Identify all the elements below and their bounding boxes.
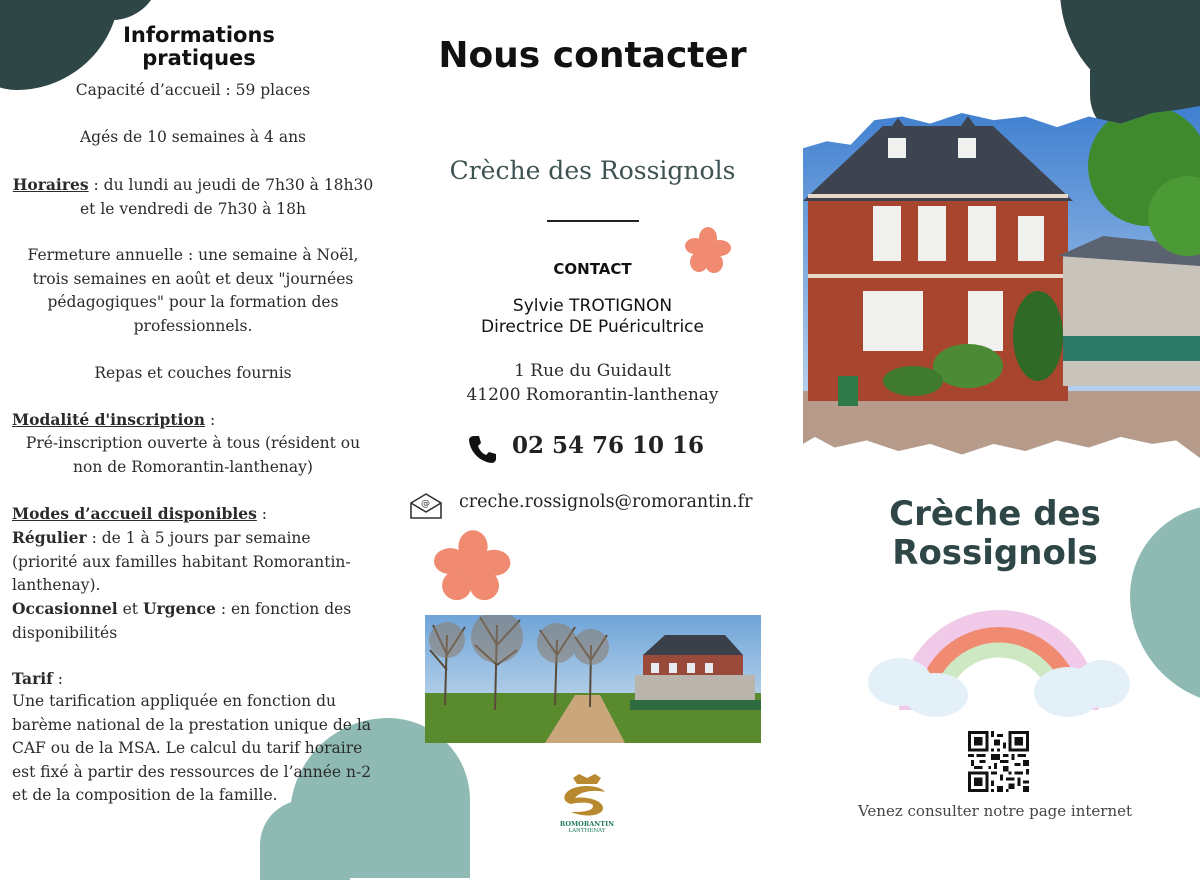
tarif-label: Tarif (12, 669, 53, 688)
creche-building-photo (803, 106, 1200, 458)
creche-title: Crèche des Rossignols (889, 494, 1101, 573)
divider (547, 220, 639, 222)
contact-title: Nous contacter (438, 35, 747, 76)
registration-label: Modalité d'inscription (12, 410, 206, 429)
ages-text: Agés de 10 semaines à 4 ans (79, 128, 307, 146)
closing-text: Fermeture annuelle : une semaine à Noël, trois semaines en août et deux "journées pédagogiques" pour la formation des professionnels. (27, 246, 359, 335)
creche-subtitle: Crèche des Rossignols (449, 156, 736, 185)
park-photo (425, 615, 761, 743)
romorantin-logo (545, 772, 629, 834)
logo-text-line-1: ROMORANTIN (559, 820, 615, 828)
and-text: et (117, 600, 143, 618)
hours-text-1: : du lundi au jeudi de 7h30 à 18h30 (88, 176, 374, 194)
phone-icon (468, 434, 498, 464)
info-title: Informations pratiques (123, 23, 275, 70)
occasional-text (12, 597, 374, 645)
occasional-desc: : en fonction des disponibilités (12, 600, 352, 642)
regular-label: Régulier (12, 528, 87, 547)
hours-label: Horaires (12, 175, 89, 194)
contact-role: Directrice DE Puéricultrice (481, 317, 704, 337)
contact-name: Sylvie TROTIGNON (512, 296, 673, 316)
decorative-blob-bottom-small (260, 800, 350, 880)
rainbow-icon (868, 600, 1130, 725)
occasional-label: Occasionnel (12, 599, 118, 618)
email-icon (409, 492, 443, 520)
tarif-heading (12, 667, 374, 692)
email-address[interactable]: creche.rossignols@romorantin.fr (459, 492, 753, 512)
logo-text-line-2: LANTHENAY (568, 828, 606, 834)
urgent-label: Urgence (142, 599, 216, 618)
hours-text-2: et le vendredi de 7h30 à 18h (80, 199, 306, 218)
phone-number[interactable]: 02 54 76 10 16 (512, 432, 705, 459)
modes-colon: : (256, 505, 268, 523)
address-line-2: 41200 Romorantin-lanthenay (466, 385, 719, 405)
tarif-text: Une tarification appliquée en fonction du barème national de la prestation unique de la CAF ou de la MSA. Le calcul du tarif horaire est fixé à partir des ressources de l’année n-2 et de la composition de la famille. (12, 692, 372, 804)
registration-colon: : (205, 411, 216, 429)
modes-label: Modes d’accueil disponibles (12, 504, 257, 523)
flower-icon (434, 530, 512, 602)
svg-text:@: @ (421, 499, 430, 509)
address-line-1: 1 Rue du Guidault (514, 361, 671, 381)
contact-heading: CONTACT (553, 260, 632, 278)
registration-text: Pré-inscription ouverte à tous (résident ou non de Romorantin-lanthenay) (25, 434, 361, 476)
registration-heading (12, 408, 374, 433)
hours-block (12, 173, 374, 221)
meals-text: Repas et couches fournis (94, 364, 292, 382)
decorative-blob-right (1130, 505, 1200, 705)
tarif-colon: : (52, 670, 63, 688)
regular-text (12, 526, 374, 598)
web-page-caption: Venez consulter notre page internet (857, 802, 1133, 820)
capacity-text: Capacité d’accueil : 59 places (75, 81, 311, 99)
modes-heading (12, 502, 374, 527)
regular-desc: : de 1 à 5 jours par semaine (priorité aux familles habitant Romorantin-lanthenay). (12, 529, 351, 594)
qr-code[interactable] (968, 731, 1029, 792)
